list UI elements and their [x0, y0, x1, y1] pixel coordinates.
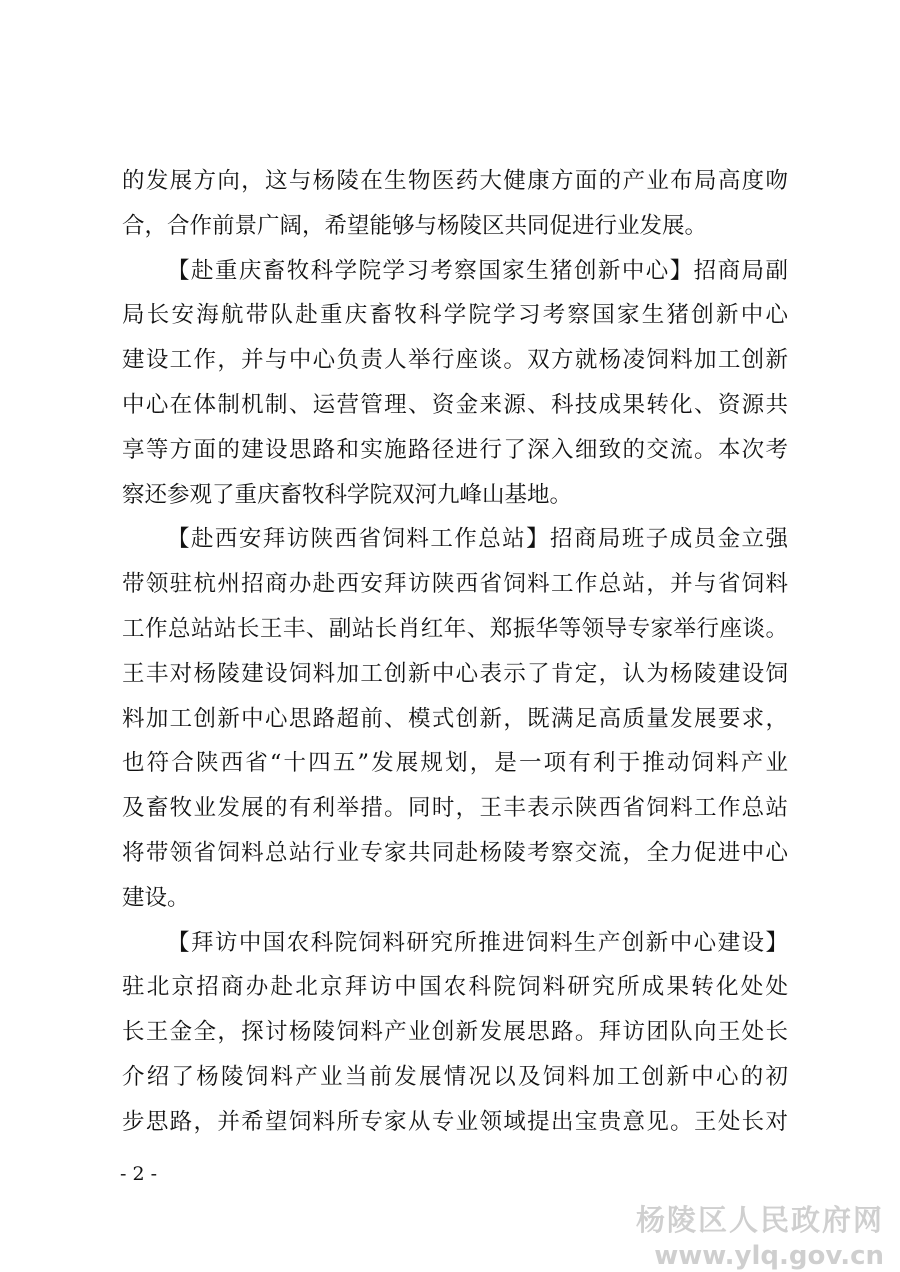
page-number: - 2 - — [120, 1163, 158, 1185]
text-line: 察还参观了重庆畜牧科学院双河九峰山基地。 — [122, 481, 573, 508]
watermark-url: www.ylq.gov.cn — [654, 1241, 884, 1271]
text-line: 介绍了杨陵饲料产业当前发展情况以及饲料加工创新中心的初 — [122, 1063, 788, 1090]
text-line: 享等方面的建设思路和实施路径进行了深入细致的交流。本次考 — [122, 436, 788, 463]
paragraph-1 — [122, 159, 788, 249]
text-line: 带领驻杭州招商办赴西安拜访陕西省饲料工作总站，并与省饲料 — [122, 571, 788, 598]
text-line: 中心在体制机制、运营管理、资金来源、科技成果转化、资源共 — [122, 391, 788, 418]
text-line: 将带领省饲料总站行业专家共同赴杨陵考察交流，全力促进中心 — [122, 839, 788, 866]
text-line: 【拜访中国农科院饲料研究所推进饲料生产创新中心建设】 — [167, 929, 788, 956]
text-line: 工作总站站长王丰、副站长肖红年、郑振华等领导专家举行座谈。 — [122, 615, 788, 642]
text-line: 建设工作，并与中心负责人举行座谈。双方就杨凌饲料加工创新 — [122, 347, 788, 374]
paragraph-2 — [122, 249, 788, 518]
paragraph-4 — [122, 921, 788, 1145]
site-watermark — [636, 1198, 884, 1271]
text-line: 王丰对杨陵建设饲料加工创新中心表示了肯定，认为杨陵建设饲 — [122, 660, 788, 687]
text-line: 【赴重庆畜牧科学院学习考察国家生猪创新中心】招商局副 — [167, 257, 788, 284]
text-line: 局长安海航带队赴重庆畜牧科学院学习考察国家生猪创新中心 — [122, 302, 788, 329]
text-line: 建设。 — [122, 884, 190, 911]
text-line: 【赴西安拜访陕西省饲料工作总站】招商局班子成员金立强 — [167, 526, 788, 553]
document-body — [122, 159, 788, 1145]
text-line: 合，合作前景广阔，希望能够与杨陵区共同促进行业发展。 — [122, 212, 708, 239]
watermark-site-name: 杨陵区人民政府网 — [635, 1203, 884, 1237]
text-line: 驻北京招商办赴北京拜访中国农科院饲料研究所成果转化处处 — [122, 974, 788, 1001]
text-line: 的发展方向，这与杨陵在生物医药大健康方面的产业布局高度吻 — [122, 168, 788, 194]
text-line: 也符合陕西省“十四五”发展规划，是一项有利于推动饲料产业 — [122, 750, 788, 777]
paragraph-3 — [122, 517, 788, 920]
text-line: 料加工创新中心思路超前、模式创新，既满足高质量发展要求， — [122, 705, 788, 732]
text-line: 长王金全，探讨杨陵饲料产业创新发展思路。拜访团队向王处长 — [122, 1019, 788, 1046]
text-line: 及畜牧业发展的有利举措。同时，王丰表示陕西省饲料工作总站 — [122, 795, 788, 822]
text-line: 步思路，并希望饲料所专家从专业领域提出宝贵意见。王处长对 — [122, 1108, 788, 1135]
